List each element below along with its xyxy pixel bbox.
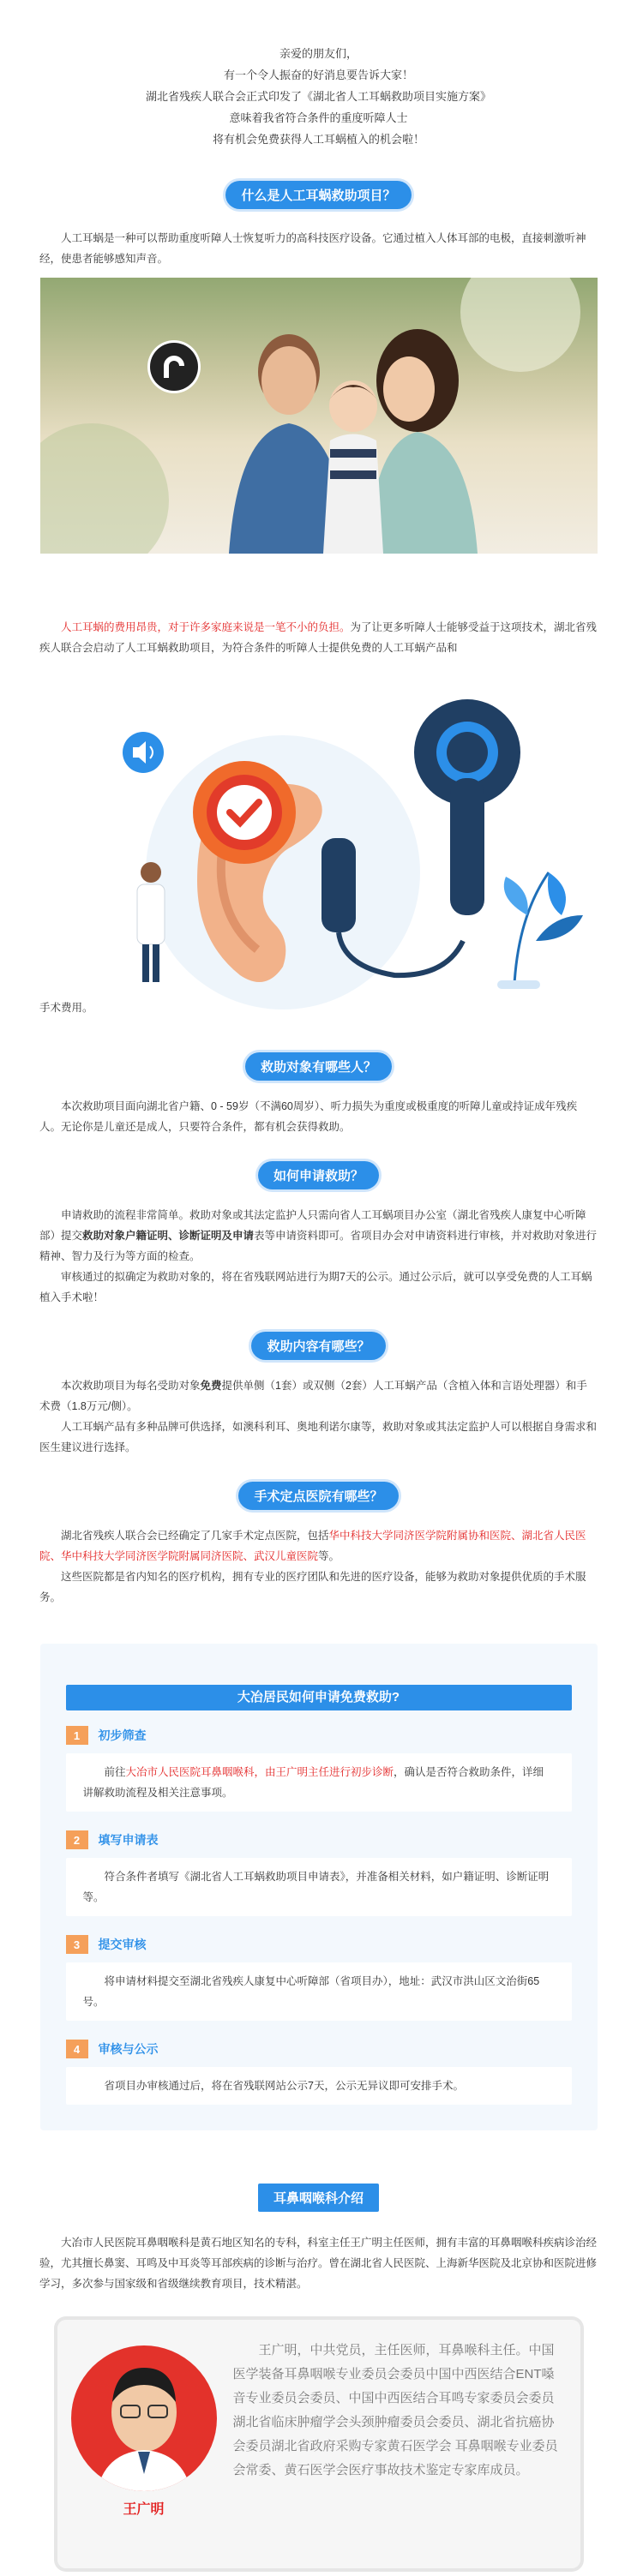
text-span: 提供单侧（1套）或双侧（2套）人工耳蜗产品（含植入体和言语处理器）和手术费（1.8万元/侧）。 [39,1380,587,1412]
text-span: 前往 [104,1766,126,1778]
section-title-department: 耳鼻咽喉科介绍 [258,2184,379,2212]
section-title-what: 什么是人工耳蜗救助项目？ [225,181,411,209]
text-span: ，确认是否符合救助条件，详细讲解救助流程及相关注意事项。 [82,1766,544,1799]
step-title: 填写申请表 [98,1833,159,1847]
step-body [66,1753,572,1812]
text-span: 表等申请资料即可。省项目办会对申请资料进行审核，并对救助对象进行精神、智力及行为等方面的检查。 [39,1230,598,1262]
section5-paragraph-2: 这些医院都是省内知名的医疗机构，拥有专业的医疗团队和先进的医疗设备，能够为救助对象提供优质的手术服务。 [39,1571,586,1603]
text-span: 申请救助的流程非常简单。救助对象或其法定监护人只需向省人工耳蜗项目办公室（湖北省残疾人康复中心听障部）提交 [39,1209,586,1242]
step-title: 审核与公示 [98,2042,159,2056]
cochlear-logo-icon [150,343,198,391]
text-span: 等。 [318,1550,340,1562]
bold-span: 免费 [200,1380,222,1392]
step-red-text: 大冶市人民医院耳鼻咽喉科，由王广明主任进行初步诊断 [125,1766,394,1778]
step-header [66,1830,572,1849]
text-span: 本次救助项目为每名受助对象 [61,1380,201,1392]
cochlear-implant-illustration [0,658,637,1018]
section3-paragraph-2: 审核通过的拟确定为救助对象的，将在省残联网站进行为期7天的公示。通过公示后，就可以享受免费的人工耳蜗植入手术啦！ [39,1271,592,1303]
step-number: 4 [66,2040,88,2058]
step-number: 1 [66,1726,88,1745]
doctor-bio: 王广明，中共党员，主任医师，耳鼻喉科主任。中国医学装备耳鼻咽喉专业委员会委员中国中西医结合ENT嗓音专业委员会委员、中国中西医结合耳鸣专家委员会委员湖北省临床肿瘤学会头颈肿瘤委员会委员、湖北省抗癌协会委员湖北省政府采购专家黄石医学会 耳鼻咽喉专业委员会常委、黄石医学会医疗事故技术鉴定专家库成员。 [232,2343,558,2477]
step-number: 2 [66,1830,88,1849]
step-item [66,2040,572,2105]
intro-line: 有一个令人振奋的好消息要告诉大家！ [223,69,413,81]
intro-block [0,0,637,150]
cost-text: 为了让更多听障人士能够受益于这项技术，湖北省残疾人联合会启动了人工耳蜗救助项目，为符合条件的听障人士提供免费的人工耳蜗产品和 [39,621,598,654]
doctor-name: 王广明 [123,2502,165,2517]
section-title-hospitals: 手术定点医院有哪些？ [238,1482,398,1510]
step-body: 符合条件者填写《湖北省人工耳蜗救助项目申请表》，并准备相关材料，如户籍证明、诊断证明等。 [66,1858,572,1916]
step-header [66,1935,572,1954]
step-item [66,1726,572,1812]
section2-paragraph: 本次救助项目面向湖北省户籍、0 - 59岁（不满60周岁）、听力损失为重度或极重度的听障儿童或持证成年残疾人。无论你是儿童还是成人，只要符合条件，都有机会获得救助。 [39,1100,578,1133]
step-header [66,2040,572,2058]
family-photo [40,278,598,554]
section1-paragraph: 人工耳蜗是一种可以帮助重度听障人士恢复听力的高科技医疗设备。它通过植入人体耳部的电极，直接刺激听神经，使患者能够感知声音。 [39,232,586,265]
section-title-who: 救助对象有哪些人？ [245,1052,392,1081]
cost-paragraph [0,617,637,658]
step-title: 提交审核 [98,1938,147,1951]
section3-paragraph-1 [0,1205,637,1267]
intro-line: 湖北省残疾人联合会正式印发了《湖北省人工耳蜗救助项目实施方案》 [145,90,491,103]
hospital-list-red: 华中科技大学同济医学院附属协和医院、湖北省人民医院、华中科技大学同济医学院附属同济医院、武汉儿童医院 [39,1530,586,1562]
bold-span: 救助对象户籍证明、诊断证明及申请 [82,1230,255,1242]
step-item [66,1830,572,1916]
section4-paragraph-1 [0,1375,637,1417]
step-number: 3 [66,1935,88,1954]
family-illustration [40,278,598,554]
department-paragraph: 大冶市人民医院耳鼻咽喉科是黄石地区知名的专科，科室主任王广明主任医师，拥有丰富的耳鼻咽喉科疾病诊治经验，尤其擅长鼻窦、耳鸣及中耳炎等耳部疾病的诊断与治疗。曾在湖北省人民医院、上海新华医院及北京协和医院进修学习，多次参与国家级和省级继续教育项目，技术精湛。 [39,2237,598,2290]
step-title: 初步筛查 [98,1728,147,1742]
doctor-avatar [71,2345,217,2491]
text-span: 湖北省残疾人联合会已经确定了几家手术定点医院，包括 [61,1530,329,1542]
step-item [66,1935,572,2021]
cost-red-text: 人工耳蜗的费用昂贵，对于许多家庭来说是一笔不小的负担。 [61,621,351,633]
cost-tail-text: 手术费用。 [39,1002,93,1014]
step-header [66,1726,572,1745]
step-body: 省项目办审核通过后，将在省残联网站公示7天，公示无异议即可安排手术。 [66,2067,572,2105]
section-title-how: 如何申请救助？ [258,1161,379,1189]
ear-illustration [0,658,637,1018]
section-title-content: 救助内容有哪些？ [251,1332,385,1360]
step-body: 将申请材料提交至湖北省残疾人康复中心听障部（省项目办），地址：武汉市洪山区文治街65号。 [66,1962,572,2021]
section5-paragraph-1 [0,1525,637,1567]
intro-line: 意味着我省符合条件的重度听障人士 [229,111,408,124]
intro-line: 将有机会免费获得人工耳蜗植入的机会啦！ [212,133,424,146]
application-steps-box [40,1644,598,2130]
section4-paragraph-2: 人工耳蜗产品有多种品牌可供选择，如澳科利耳、奥地利诺尔康等，救助对象或其法定监护人可以根据自身需求和医生建议进行选择。 [39,1421,598,1453]
doctor-card [57,2320,580,2568]
steps-title: 大冶居民如何申请免费救助? [66,1685,572,1710]
intro-line: 亲爱的朋友们， [279,47,358,60]
